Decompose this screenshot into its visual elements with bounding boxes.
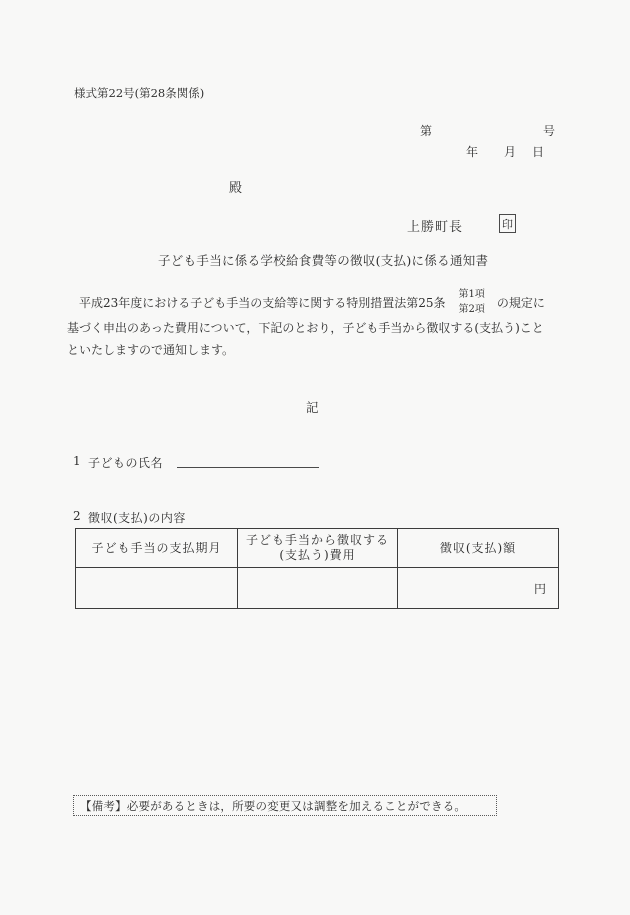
ki-section-heading: 記 — [306, 400, 319, 415]
cell-amount-yen-unit: 円 — [398, 568, 559, 609]
body-paragraph-line-2: 基づく申出のあった費用について，下記のとおり，子ども手当から徴収する(支払う)こと — [67, 321, 544, 335]
item-1-label-child-name: 子どもの氏名 — [88, 456, 164, 470]
seal-stamp-box — [499, 214, 516, 233]
header-expense-line-2: (支払う)費用 — [279, 548, 356, 562]
addressee-honorific-label: 殿 — [229, 181, 243, 196]
body-paragraph-line-3: といたしますので通知します。 — [67, 343, 235, 357]
clause-option-1: 第1項 — [458, 289, 485, 300]
body-line1-main-text: 平成23年度における子ども手当の支給等に関する特別措置法第25条 — [67, 295, 446, 310]
body-line1-tail-text: の規定に — [496, 295, 545, 310]
clause-options-stack — [459, 287, 485, 317]
date-month-label: 月 — [504, 145, 517, 159]
item-2-label-collection-details: 徴収(支払)の内容 — [88, 511, 186, 525]
item-2-number: 2 — [73, 509, 81, 523]
doc-number-prefix-label: 第 — [420, 124, 433, 138]
child-name-fill-in-line — [177, 467, 319, 468]
header-expense-line-1: 子ども手当から徴収する — [245, 533, 389, 547]
header-expense-to-collect — [238, 529, 398, 568]
header-collection-amount: 徴収(支払)額 — [398, 529, 559, 568]
document-title: 子ども手当に係る学校給食費等の徴収(支払)に係る通知書 — [158, 253, 489, 268]
table-header-row — [76, 529, 559, 568]
cell-payment-month-empty — [76, 568, 238, 609]
collection-details-table — [75, 528, 559, 609]
remarks-note-box — [73, 795, 497, 816]
header-payment-month: 子ども手当の支払期月 — [76, 529, 238, 568]
date-day-label: 日 — [532, 145, 545, 159]
date-year-label: 年 — [466, 145, 479, 159]
body-paragraph-line-1 — [67, 287, 567, 317]
remarks-note-text: 【備考】必要があるときは，所要の変更又は調整を加えることができる。 — [80, 798, 467, 813]
table-data-row — [76, 568, 559, 609]
clause-option-2: 第2項 — [458, 304, 485, 315]
doc-number-suffix-label: 号 — [543, 124, 556, 138]
item-1-number: 1 — [73, 454, 81, 468]
cell-expense-empty — [238, 568, 398, 609]
seal-character: 印 — [502, 217, 513, 231]
issuer-name: 上勝町長 — [407, 220, 464, 235]
form-number-label: 様式第22号(第28条関係) — [74, 86, 205, 100]
